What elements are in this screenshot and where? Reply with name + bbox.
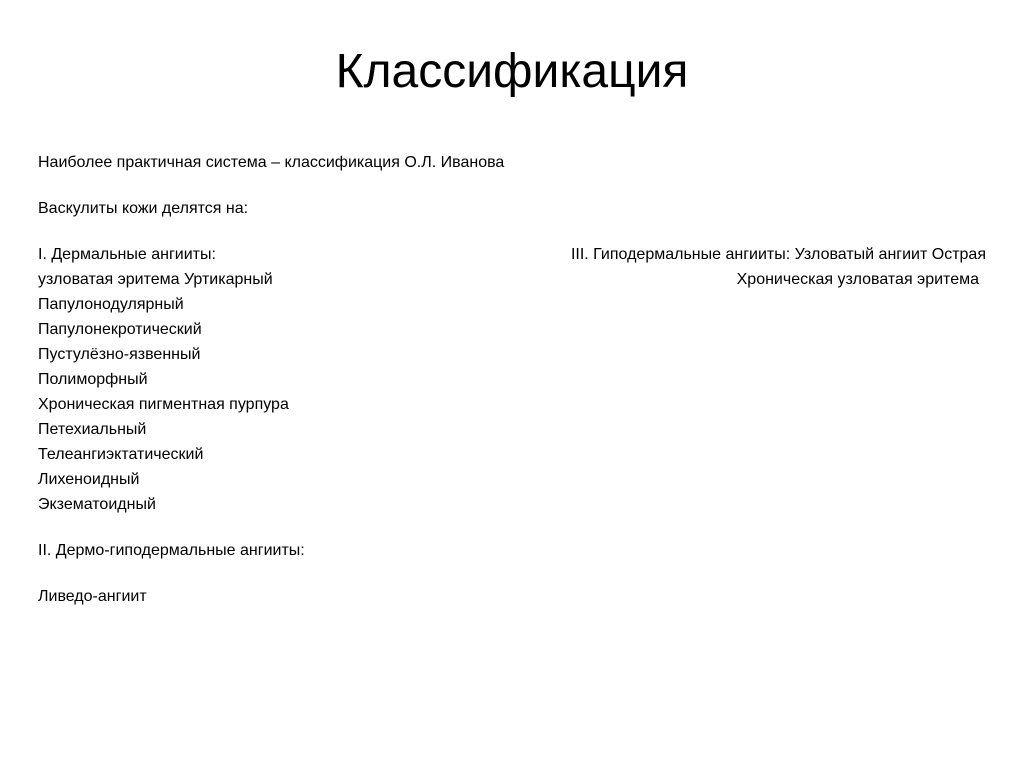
group1-heading: I. Дермальные ангииты: xyxy=(38,246,216,263)
group1-item: Хроническая пигментная пурпура xyxy=(38,396,289,413)
slide-title: Классификация xyxy=(335,45,689,98)
group1-item: Петехиальный xyxy=(38,421,147,438)
group3-line1: III. Гиподермальные ангииты: Узловатый ангиит Острая xyxy=(570,246,986,263)
slide-body xyxy=(38,150,988,609)
group1-item: Полиморфный xyxy=(38,371,148,388)
group2-item: Ливедо-ангиит xyxy=(38,588,147,605)
group2-heading: II. Дермо-гиподермальные ангииты: xyxy=(38,542,305,559)
group1-item: узловатая эритема Уртикарный xyxy=(38,271,273,288)
group1-item: Лихеноидный xyxy=(38,471,140,488)
spacer xyxy=(38,517,988,538)
row-group1-heading xyxy=(38,242,988,267)
group1-item: Папулонекротический xyxy=(38,321,202,338)
group3-line2: Хроническая узловатая эритема xyxy=(736,271,979,288)
spacer xyxy=(38,221,988,242)
intro-text: Наиболее практичная система – классификация О.Л. Иванова xyxy=(38,154,505,171)
spacer xyxy=(38,175,988,196)
row-group1-item-0 xyxy=(38,267,988,292)
group1-item: Пустулёзно-язвенный xyxy=(38,346,201,363)
classification-subtitle: Васкулиты кожи делятся на: xyxy=(38,200,249,217)
spacer xyxy=(38,563,988,584)
group1-item: Телеангиэктатический xyxy=(38,446,204,463)
group1-item: Экзематоидный xyxy=(38,496,156,513)
group1-item: Папулонодулярный xyxy=(38,296,184,313)
